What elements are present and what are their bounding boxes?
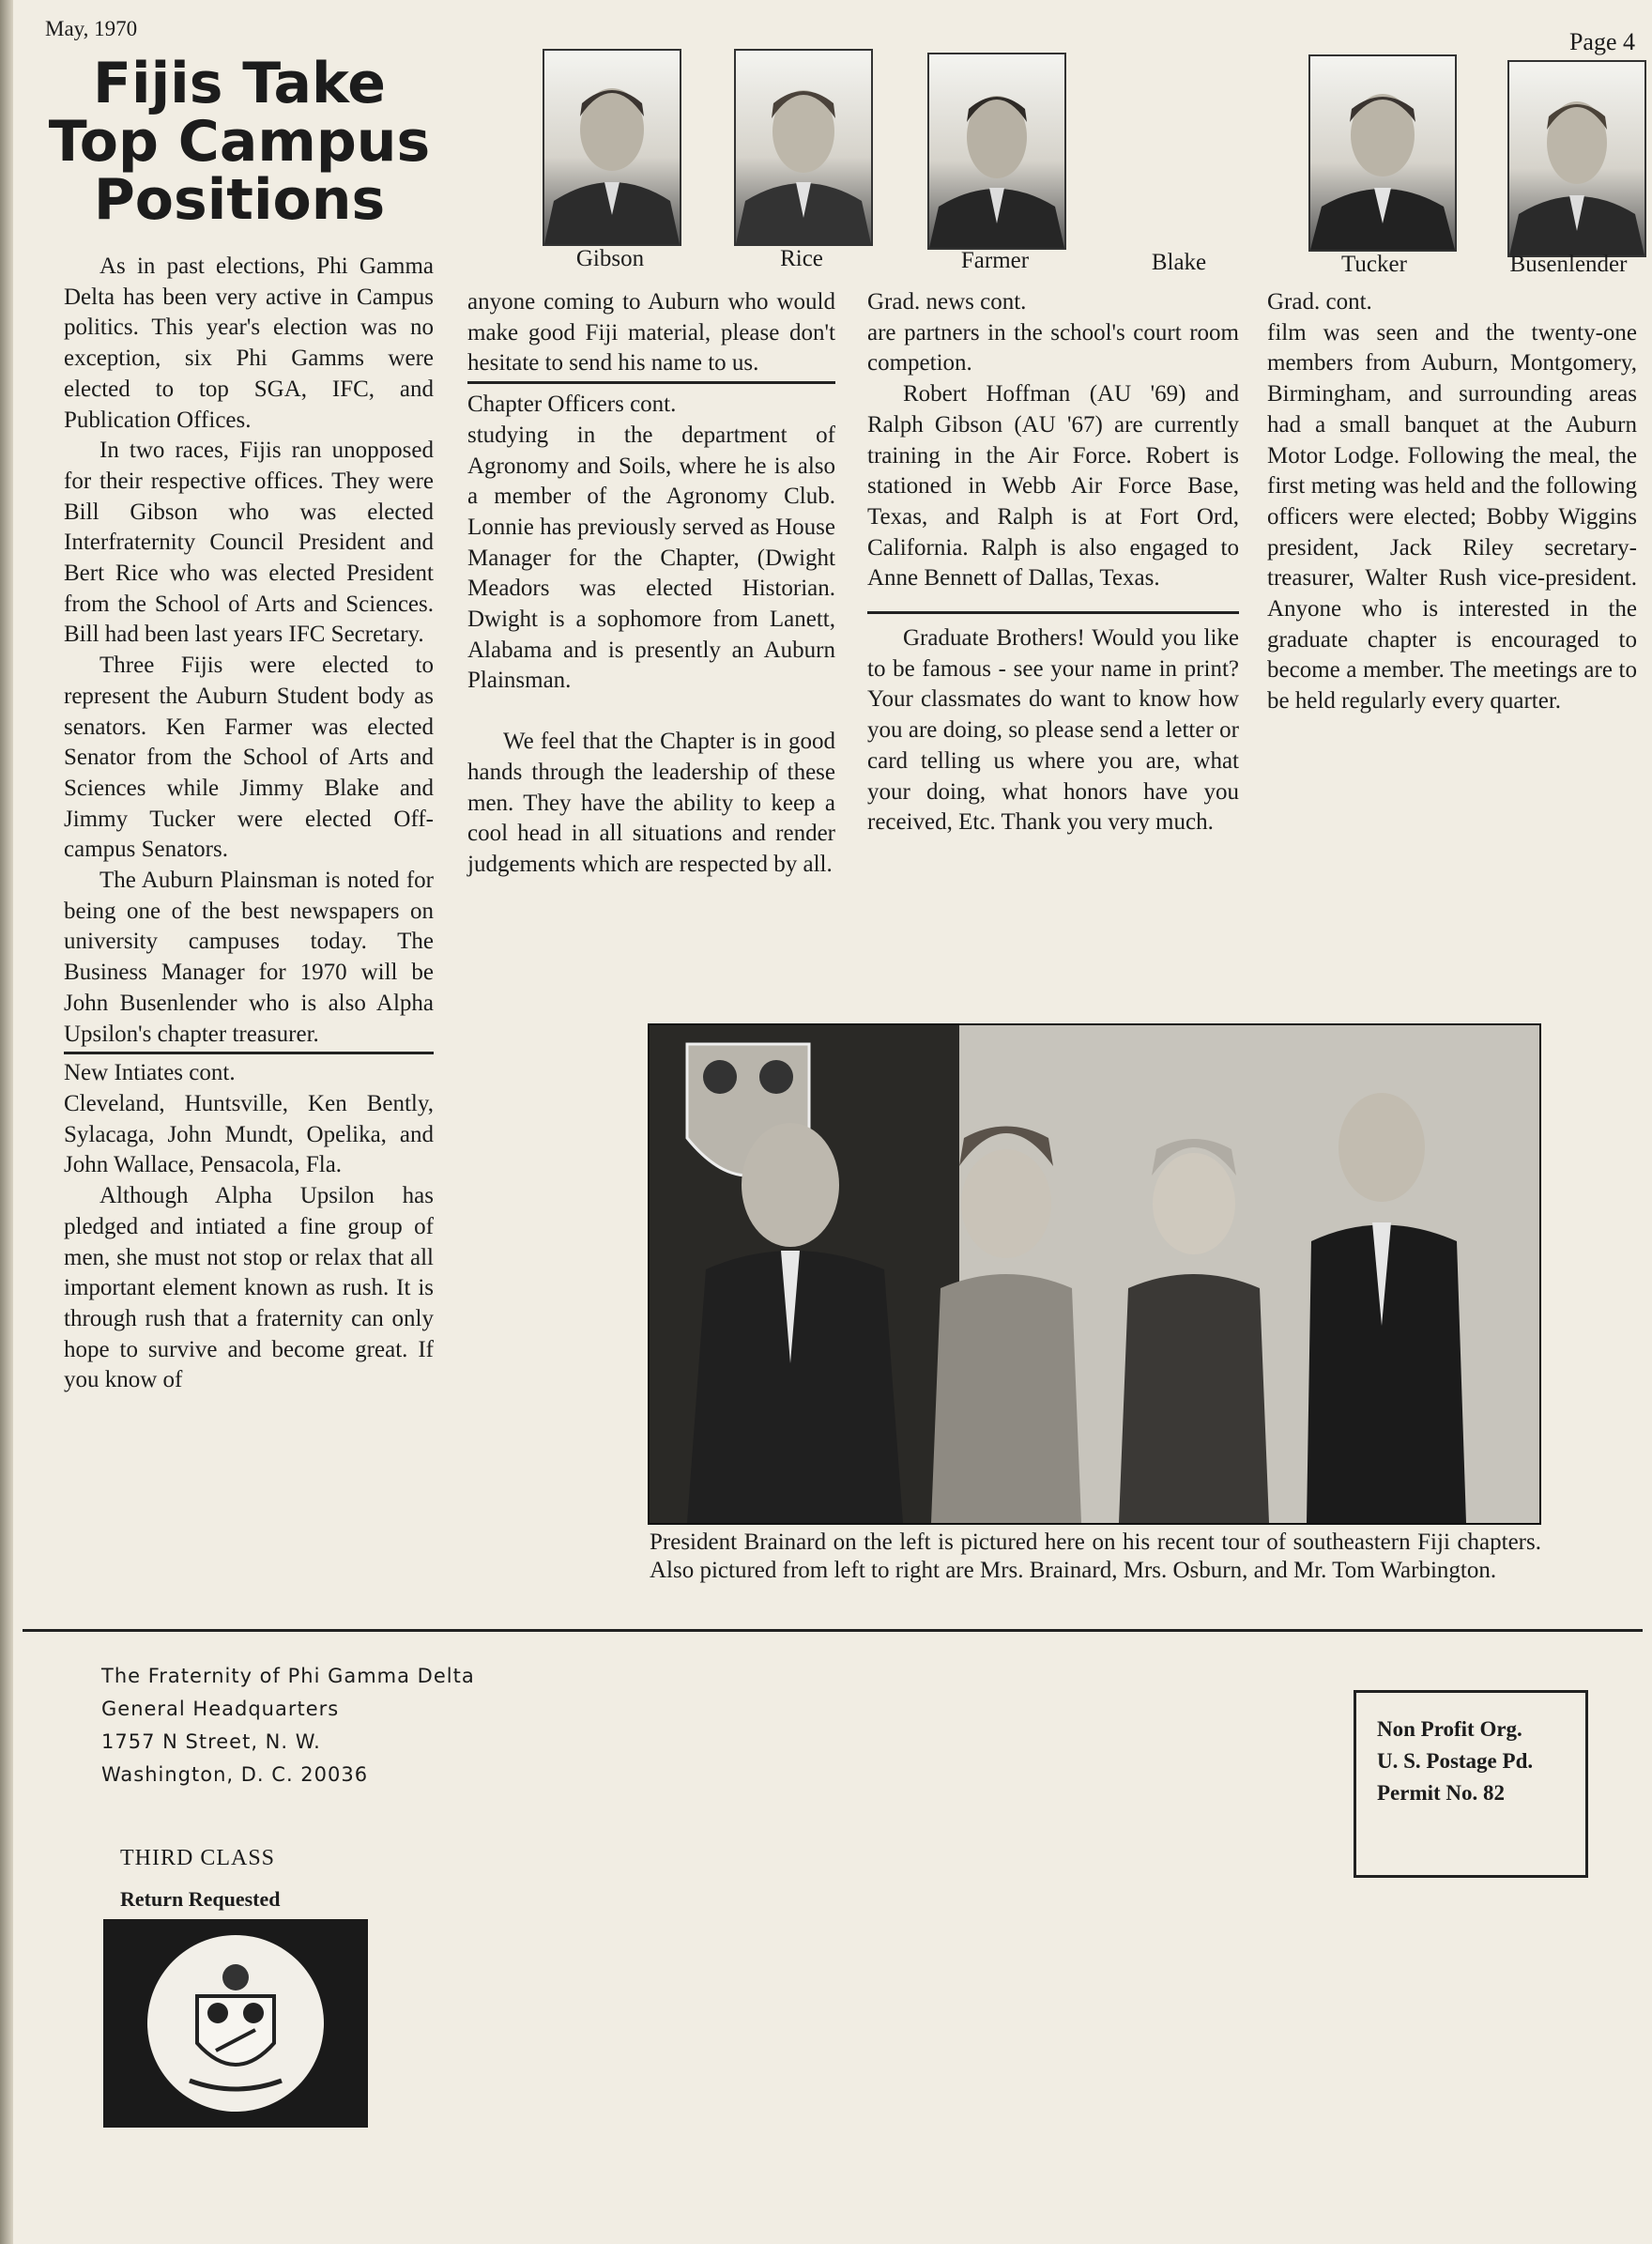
portrait-tucker xyxy=(1308,54,1457,252)
portrait-rice xyxy=(734,49,873,246)
portrait-caption-rice: Rice xyxy=(780,246,823,271)
portrait-caption-tucker: Tucker xyxy=(1341,252,1407,277)
portrait-caption-farmer: Farmer xyxy=(960,248,1030,273)
page-left-edge xyxy=(0,0,13,2244)
continued-label: Grad. cont. xyxy=(1267,289,1372,315)
article-column-3 xyxy=(867,287,1239,838)
col2-paragraph: studying in the department of Agronomy and Soils, where he is also a member of the Agronomy Club. Lonnie has previously served as House Manager for the Chapter, (Dwight Meadors was elected Historian. Dwight is a sophomore from Lanett, Alabama and is presently an Auburn Plainsman. xyxy=(467,422,835,694)
group-photo-caption: President Brainard on the left is pictured here on his recent tour of southeastern Fiji chapters. Also pictured from left to right are Mrs. Brainard, Mrs. Osburn, and Mr. Tom Warbington. xyxy=(650,1529,1541,1583)
col1-paragraph: As in past elections, Phi Gamma Delta has been very active in Campus politics. This year's election was no exception, six Phi Gamms were elected to top SGA, IFC, and Publication Offices. xyxy=(64,254,434,433)
postage-indicia xyxy=(1354,1690,1588,1878)
footer-divider xyxy=(23,1629,1643,1632)
column-divider xyxy=(467,381,835,384)
return-requested: Return Requested xyxy=(120,1887,281,1911)
col1-paragraph: Three Fijis were elected to represent the Auburn Student body as senators. Ken Farmer was elected Senator from the School of Arts and Sciences while Jimmy Blake and Jimmy Tucker were elected Off-campus Senators. xyxy=(64,653,434,863)
continued-label: Chapter Officers cont. xyxy=(467,392,677,418)
headline-line-3: Positions xyxy=(93,167,386,233)
continued-label: New Intiates cont. xyxy=(64,1060,236,1086)
col1-paragraph: The Auburn Plainsman is noted for being one of the best newspapers on university campuses today. The Business Manager for 1970 will be John Busenlender who is also Alpha Upsilon's chapter treasurer. xyxy=(64,868,434,1047)
col3-paragraph: Graduate Brothers! Would you like to be famous - see your name in print? Your classmates do want to know how you are doing, so please send a letter or card telling us where you are, what your doing, what honors have you received, Etc. Thank you very much. xyxy=(867,625,1239,836)
return-address xyxy=(101,1660,475,1791)
article-column-4 xyxy=(1267,287,1637,717)
col4-paragraph: film was seen and the twenty-one members from Auburn, Montgomery, Birmingham, and surrounding areas had a small banquet at the Auburn Motor Lodge. Following the meal, the first meting was held and the following officers were elected; Bobby Wiggins president, Jack Riley secretary-treasurer, Walter Rush vice-president. Anyone who is interested in the graduate chapter is encouraged to become a member. The meetings are to be held regularly every quarter. xyxy=(1267,319,1637,715)
headline-line-1: Fijis Take xyxy=(93,51,386,116)
headline-line-2: Top Campus xyxy=(48,109,431,175)
mail-class: THIRD CLASS xyxy=(120,1846,276,1870)
portrait-caption-gibson: Gibson xyxy=(575,246,645,271)
address-line: General Headquarters xyxy=(101,1698,340,1720)
postage-line: Permit No. 82 xyxy=(1377,1781,1506,1805)
address-line: The Fraternity of Phi Gamma Delta xyxy=(101,1665,475,1687)
col3-paragraph: are partners in the school's court room competion. xyxy=(867,319,1239,377)
col1-paragraph: Cleveland, Huntsville, Ken Bently, Sylacaga, John Mundt, Opelika, and John Wallace, Pensacola, Fla. xyxy=(64,1090,434,1178)
column-divider xyxy=(867,611,1239,614)
page-number: Page 4 xyxy=(1568,28,1635,55)
fraternity-crest-icon xyxy=(103,1919,368,2128)
continued-label: Grad. news cont. xyxy=(867,289,1027,315)
article-column-2 xyxy=(467,287,835,881)
portrait-caption-busenlender: Busenlender xyxy=(1509,252,1628,277)
article-column-1 xyxy=(64,252,434,1396)
col1-paragraph: In two races, Fijis ran unopposed for their respective offices. They were Bill Gibson who was elected Interfraternity Council President and Bert Rice who was elected President from the School of Arts and Sciences. Bill had been last years IFC Secretary. xyxy=(64,438,434,648)
col2-paragraph: We feel that the Chapter is in good hands through the leadership of these men. They have the ability to keep a cool head in all situations and render judgements which are respected by all. xyxy=(467,729,835,877)
col2-paragraph: anyone coming to Auburn who would make good Fiji material, please don't hesitate to send his name to us. xyxy=(467,289,835,377)
col1-paragraph: Although Alpha Upsilon has pledged and intiated a fine group of men, she must not stop or relax that all important element known as rush. It is through rush that a fraternity can only hope to survive and become great. If you know of xyxy=(64,1183,434,1393)
issue-date: May, 1970 xyxy=(45,17,138,40)
group-photograph xyxy=(648,1023,1541,1525)
col3-paragraph: Robert Hoffman (AU '69) and Ralph Gibson (AU '67) are currently training in the Air Force. Robert is stationed in Webb Air Force Base, Texas, and Ralph is at Fort Ord, California. Ralph is also engaged to Anne Bennett of Dallas, Texas. xyxy=(867,381,1239,592)
column-divider xyxy=(64,1052,434,1054)
headline xyxy=(19,51,460,233)
portrait-gibson xyxy=(543,49,681,246)
address-line: 1757 N Street, N. W. xyxy=(101,1730,321,1753)
portrait-busenlender xyxy=(1507,60,1646,257)
postage-line: U. S. Postage Pd. xyxy=(1377,1749,1534,1773)
address-line: Washington, D. C. 20036 xyxy=(101,1763,369,1786)
postage-line: Non Profit Org. xyxy=(1377,1717,1522,1741)
portrait-farmer xyxy=(927,53,1066,250)
portrait-caption-blake: Blake xyxy=(1151,250,1207,275)
